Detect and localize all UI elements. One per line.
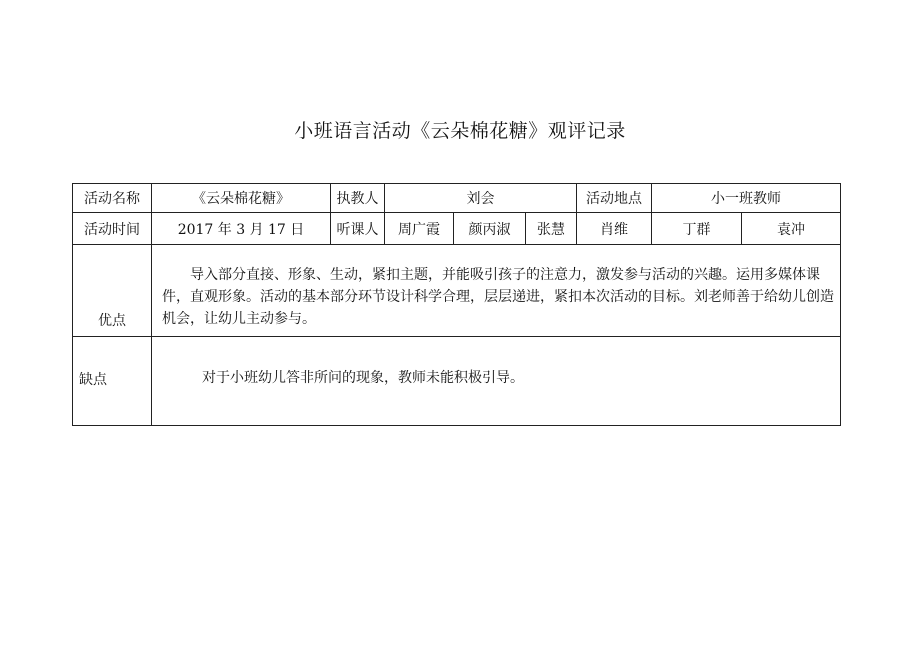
activity-name-value: 《云朵棉花糖》 bbox=[152, 184, 331, 213]
teacher-label: 执教人 bbox=[331, 184, 385, 213]
listeners-label: 听课人 bbox=[331, 213, 385, 245]
listener-name: 袁冲 bbox=[742, 213, 841, 245]
strengths-label: 优点 bbox=[73, 245, 152, 337]
listener-name: 周广霞 bbox=[385, 213, 454, 245]
activity-name-label: 活动名称 bbox=[73, 184, 152, 213]
listener-name: 肖维 bbox=[577, 213, 652, 245]
location-label: 活动地点 bbox=[577, 184, 652, 213]
table-row bbox=[73, 337, 841, 426]
table-row bbox=[73, 213, 841, 245]
table-row bbox=[73, 245, 841, 337]
strengths-text: 导入部分直接、形象、生动，紧扣主题，并能吸引孩子的注意力，激发参与活动的兴趣。运用多媒体课件，直观形象。活动的基本部分环节设计科学合理，层层递进，紧扣本次活动的目标。刘老师善于给幼儿创造机会，让幼儿主动参与。 bbox=[162, 266, 834, 327]
page-title: 小班语言活动《云朵棉花糖》观评记录 bbox=[294, 120, 626, 142]
location-value: 小一班教师 bbox=[652, 184, 841, 213]
activity-date-value: 2017 年 3 月 17 日 bbox=[152, 213, 331, 245]
table-row bbox=[73, 184, 841, 213]
teacher-value: 刘会 bbox=[385, 184, 577, 213]
weaknesses-cell bbox=[152, 337, 841, 426]
weaknesses-text: 对于小班幼儿答非所问的现象，教师未能积极引导。 bbox=[202, 370, 524, 386]
listener-name: 颜丙淑 bbox=[454, 213, 526, 245]
observation-record-table bbox=[72, 183, 841, 426]
strengths-cell bbox=[152, 245, 841, 337]
activity-time-label: 活动时间 bbox=[73, 213, 152, 245]
weaknesses-label: 缺点 bbox=[73, 337, 152, 426]
listener-name: 张慧 bbox=[526, 213, 577, 245]
listener-name: 丁群 bbox=[652, 213, 742, 245]
